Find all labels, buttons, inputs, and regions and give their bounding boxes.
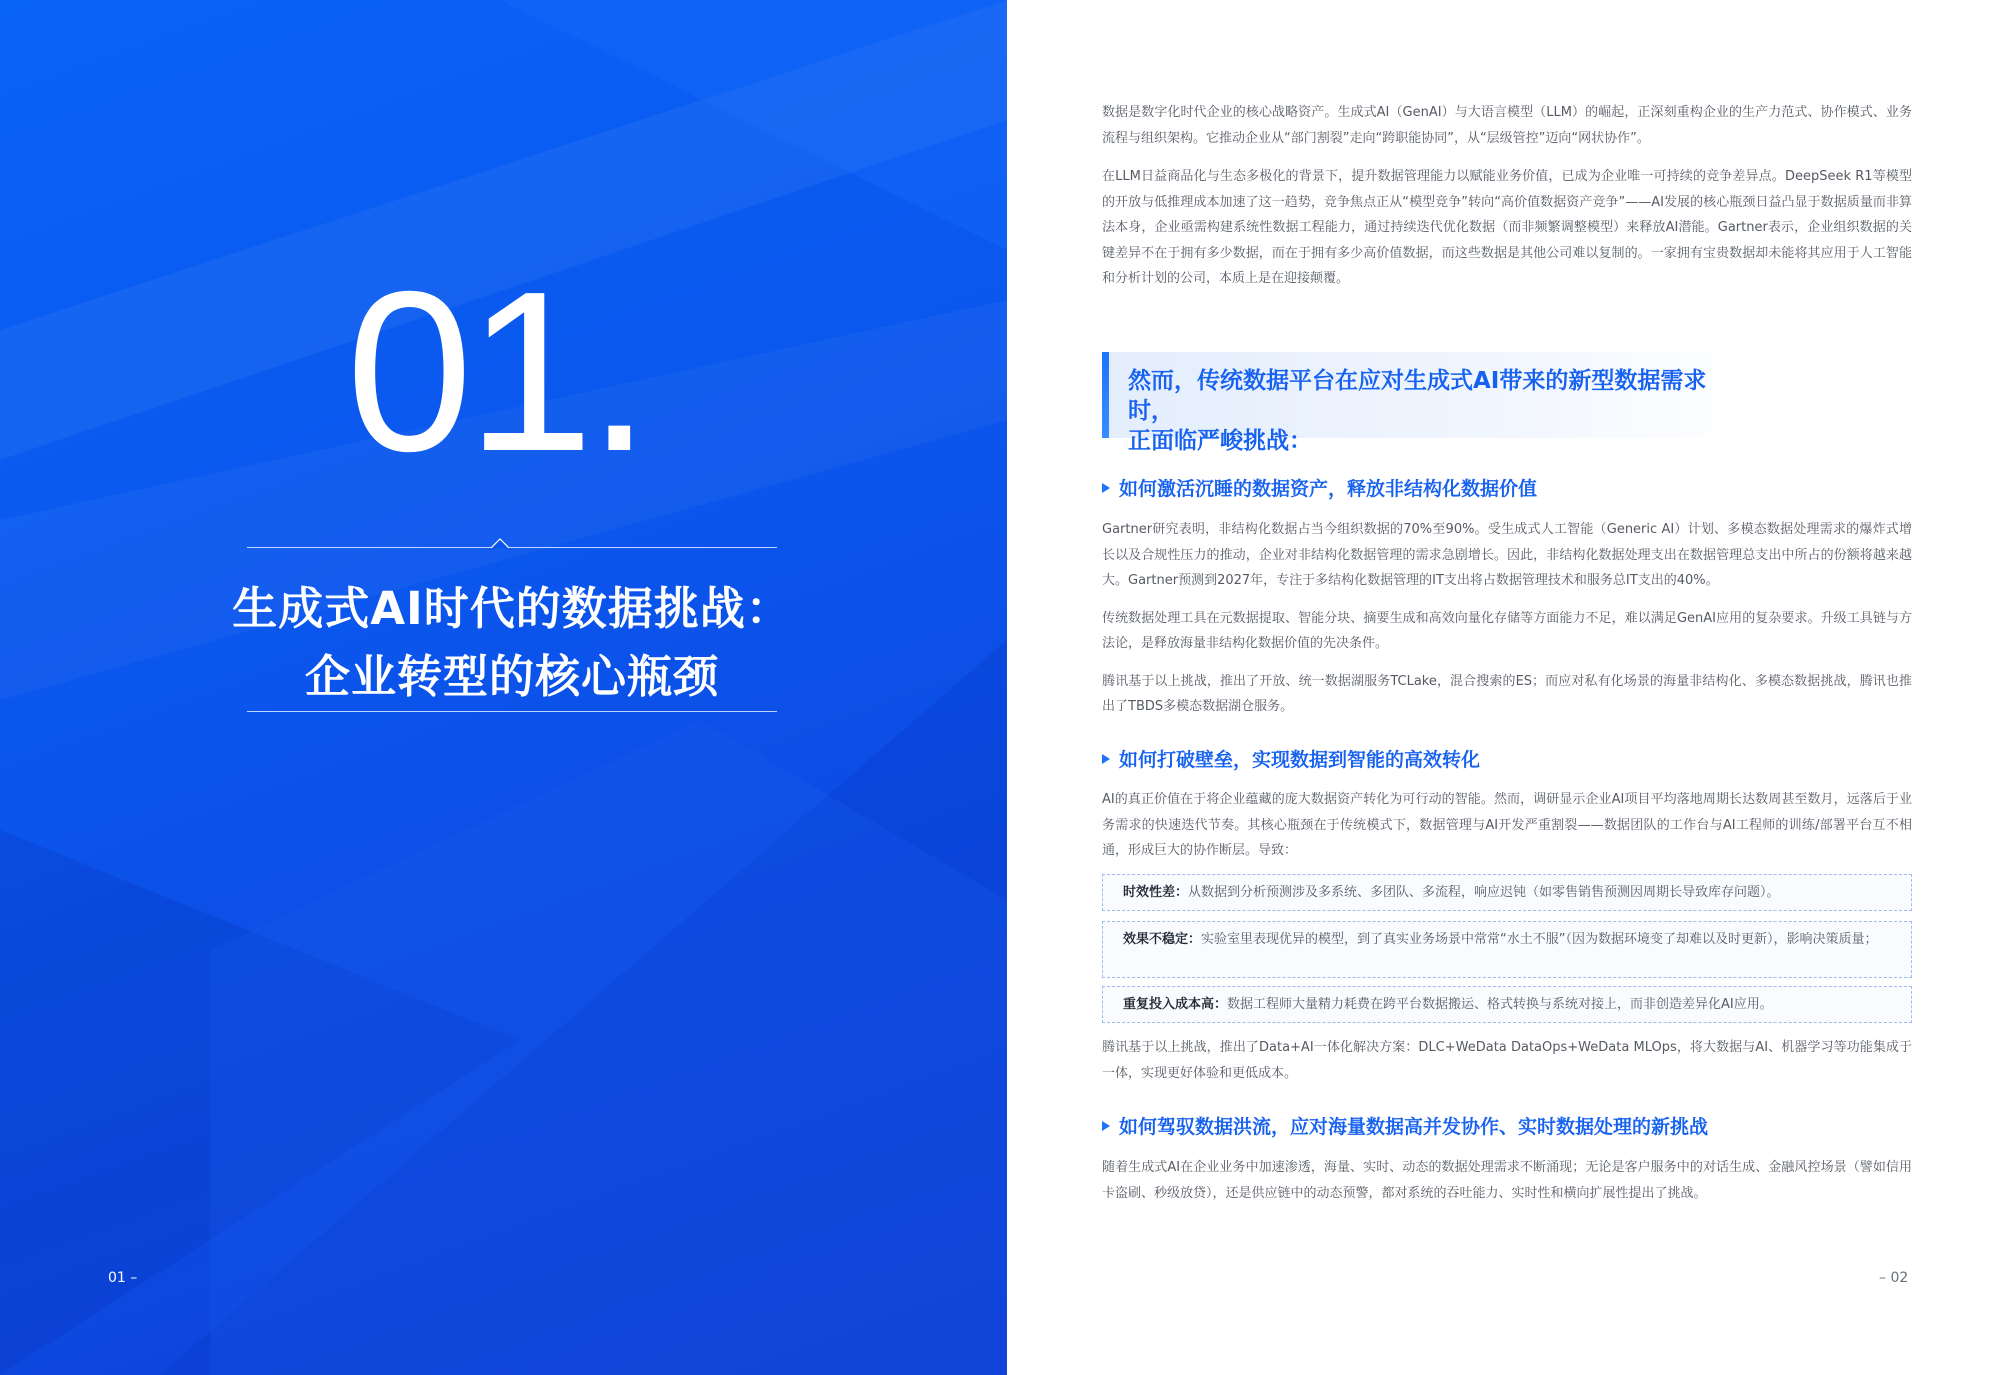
chapter-title-line-2: 企业转型的核心瓶颈 (304, 650, 719, 703)
title-divider-bottom (247, 711, 777, 712)
issue-label: 时效性差： (1123, 885, 1189, 900)
section-heading-3-text: 如何驾驭数据洪流，应对海量数据高并发协作、实时数据处理的新挑战 (1119, 1116, 1709, 1138)
callout-line-1: 然而，传统数据平台在应对生成式AI带来的新型数据需求时， (1128, 368, 1707, 424)
intro-section (1102, 100, 1912, 292)
title-notch-icon (491, 538, 509, 548)
section-2-closing-paragraph: 腾讯基于以上挑战，推出了Data+AI一体化解决方案：DLC+WeData DataOps+WeData MLOps，将大数据与AI、机器学习等功能集成于一体，实现更好体验和更低成本。 (1102, 1040, 1912, 1081)
issue-text: 数据工程师大量精力耗费在跨平台数据搬运、格式转换与系统对接上，而非创造差异化AI应用。 (1227, 997, 1773, 1012)
section-heading-2 (1102, 747, 1480, 773)
section-1-paragraph-3: 腾讯基于以上挑战，推出了开放、统一数据湖服务TCLake，混合搜索的ES；而应对私有化场景的海量非结构化、多模态数据挑战，腾讯也推出了TBDS多模态数据湖仓服务。 (1102, 673, 1912, 714)
triangle-bullet-icon (1102, 483, 1110, 493)
callout-accent-bar (1102, 352, 1109, 438)
section-heading-1 (1102, 476, 1537, 502)
issue-text: 从数据到分析预测涉及多系统、多团队、多流程，响应迟钝（如零售销售预测因周期长导致库存问题）。 (1188, 885, 1780, 900)
intro-paragraph-1: 数据是数字化时代企业的核心战略资产。生成式AI（GenAI）与大语言模型（LLM）的崛起，正深刻重构企业的生产力范式、协作模式、业务流程与组织架构。它推动企业从“部门割裂”走向“跨职能协同”，从“层级管控”迈向“网状协作”。 (1102, 105, 1912, 146)
issue-text: 实验室里表现优异的模型，到了真实业务场景中常常“水土不服”（因为数据环境变了却难以及时更新），影响决策质量； (1201, 932, 1878, 947)
triangle-bullet-icon (1102, 754, 1110, 764)
issue-label: 重复投入成本高： (1123, 997, 1228, 1012)
page-number-right: – 02 (1879, 1270, 1909, 1286)
section-heading-2-text: 如何打破壁垒，实现数据到智能的高效转化 (1119, 749, 1481, 771)
callout-line-2: 正面临严峻挑战： (1128, 428, 1312, 454)
section-2-closing (1102, 1035, 1912, 1086)
intro-paragraph-2: 在LLM日益商品化与生态多极化的背景下，提升数据管理能力以赋能业务价值，已成为企业唯一可持续的竞争差异点。DeepSeek R1等模型的开放与低推理成本加速了这一趋势，竞争焦点正从“模型竞争”转向“高价值数据资产竞争”——AI发展的核心瓶颈日益凸显于数据质量而非算法本身，企业亟需构建系统性数据工程能力，通过持续迭代优化数据（而非频繁调整模型）来释放AI潜能。Gartner表示，企业组织数据的关键差异不在于拥有多少数据，而在于拥有多少高价值数据，而这些数据是其他公司难以复制的。一家拥有宝贵数据却未能将其应用于人工智能和分析计划的公司，本质上是在迎接颠覆。 (1102, 169, 1912, 286)
chapter-title-line-1: 生成式AI时代的数据挑战： (232, 582, 792, 635)
chapter-number: 01. (346, 245, 645, 499)
challenge-callout (1102, 352, 1752, 454)
section-2-body (1102, 787, 1912, 864)
issue-box-stability (1102, 921, 1912, 978)
page-number-left: 01 – (108, 1270, 138, 1286)
triangle-bullet-icon (1102, 1121, 1110, 1131)
section-1-paragraph-2: 传统数据处理工具在元数据提取、智能分块、摘要生成和高效向量化存储等方面能力不足，难以满足GenAI应用的复杂要求。升级工具链与方法论，是释放海量非结构化数据价值的先决条件。 (1102, 610, 1912, 651)
callout-text (1128, 366, 1752, 456)
title-divider-top (247, 547, 777, 548)
content-page (1007, 0, 2013, 1375)
issue-box-cost (1102, 986, 1912, 1023)
section-heading-1-text: 如何激活沉睡的数据资产，释放非结构化数据价值 (1119, 478, 1538, 500)
chapter-title (228, 575, 796, 711)
section-3-body (1102, 1155, 1912, 1206)
section-2-paragraph-1: AI的真正价值在于将企业蕴藏的庞大数据资产转化为可行动的智能。然而，调研显示企业AI项目平均落地周期长达数周甚至数月，远落后于业务需求的快速迭代节奏。其核心瓶颈在于传统模式下，数据管理与AI开发严重割裂——数据团队的工作台与AI工程师的训练/部署平台互不相通，形成巨大的协作断层。导致： (1102, 792, 1912, 858)
issue-label: 效果不稳定： (1123, 932, 1202, 947)
section-1-body (1102, 517, 1912, 720)
section-1-paragraph-1: Gartner研究表明，非结构化数据占当今组织数据的70%至90%。受生成式人工智能（Generic AI）计划、多模态数据处理需求的爆炸式增长以及合规性压力的推动，企业对非结构化数据管理的需求急剧增长。因此，非结构化数据处理支出在数据管理总支出中所占的份额将越来越大。Gartner预测到2027年，专注于多结构化数据管理的IT支出将占数据管理技术和服务总IT支出的40%。 (1102, 522, 1912, 588)
section-heading-3 (1102, 1114, 1708, 1140)
section-3-paragraph-1: 随着生成式AI在企业业务中加速渗透，海量、实时、动态的数据处理需求不断涌现；无论是客户服务中的对话生成、金融风控场景（譬如信用卡盗刷、秒级放贷），还是供应链中的动态预警，都对系统的吞吐能力、实时性和横向扩展性提出了挑战。 (1102, 1160, 1912, 1201)
issue-box-timeliness (1102, 874, 1912, 911)
